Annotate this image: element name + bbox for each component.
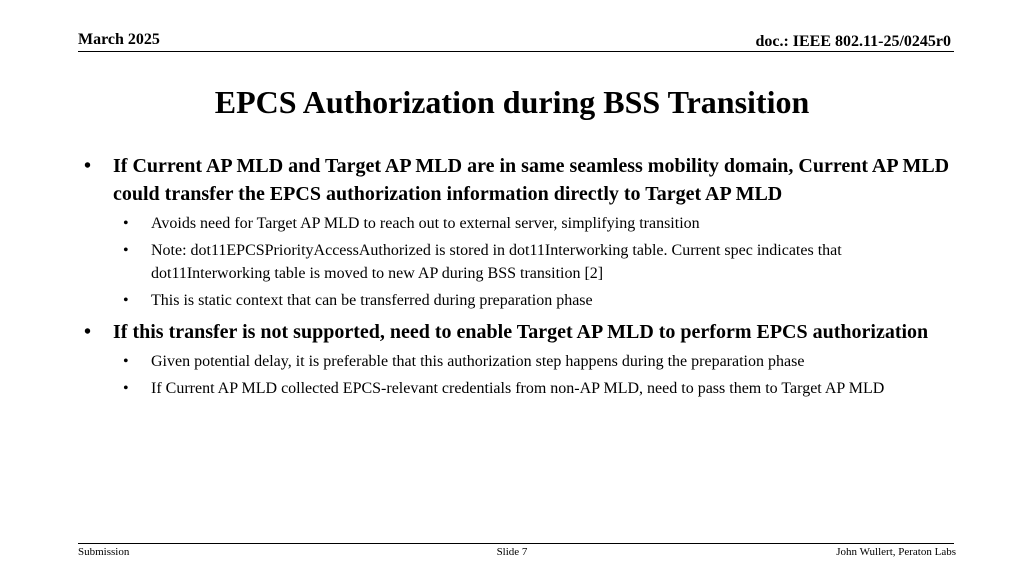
footer-divider	[78, 543, 954, 544]
bullet-1-sub-1	[84, 212, 954, 235]
bullet-marker: •	[123, 215, 129, 232]
bullet-1-sub-2	[84, 239, 954, 285]
footer-author: John Wullert, Peraton Labs	[836, 546, 956, 558]
bullet-2-text: If this transfer is not supported, need to enable Target AP MLD to perform EPCS authorization	[113, 321, 929, 343]
bullet-2-sub-2	[84, 377, 954, 400]
header-divider	[78, 51, 954, 52]
bullet-marker: •	[123, 353, 129, 370]
bullet-1-sub-1-text: Avoids need for Target AP MLD to reach out to external server, simplifying transition	[151, 215, 700, 232]
header-date: March 2025	[78, 31, 160, 48]
header-doc-id: doc.: IEEE 802.11-25/0245r0	[755, 33, 951, 50]
bullet-marker: •	[123, 292, 129, 309]
bullet-1-text: If Current AP MLD and Target AP MLD are in same seamless mobility domain, Current AP MLD could transfer the EPCS authorization information directly to Target AP MLD	[113, 155, 950, 205]
footer-slide-number: Slide 7	[496, 546, 528, 558]
footer-submission: Submission	[78, 546, 130, 558]
bullet-marker: •	[84, 321, 92, 343]
bullet-1-sub-2-text: Note: dot11EPCSPriorityAccessAuthorized is stored in dot11Interworking table. Current spec indicates that dot11Interworking table is moved to new AP during BSS transition [2]	[151, 242, 842, 282]
bullet-2-sub-1	[84, 350, 954, 373]
bullet-marker: •	[84, 155, 92, 177]
bullet-marker: •	[123, 242, 129, 259]
bullet-1-sub-3	[84, 289, 954, 312]
bullet-1	[84, 152, 954, 208]
bullet-2	[84, 318, 954, 346]
slide-body	[84, 152, 954, 400]
bullet-1-sub-3-text: This is static context that can be transferred during preparation phase	[151, 292, 593, 309]
bullet-2-sub-2-text: If Current AP MLD collected EPCS-relevant credentials from non-AP MLD, need to pass them to Target AP MLD	[151, 380, 885, 397]
slide-title: EPCS Authorization during BSS Transition	[214, 84, 810, 120]
bullet-2-sub-1-text: Given potential delay, it is preferable that this authorization step happens during the preparation phase	[151, 353, 805, 370]
bullet-marker: •	[123, 380, 129, 397]
